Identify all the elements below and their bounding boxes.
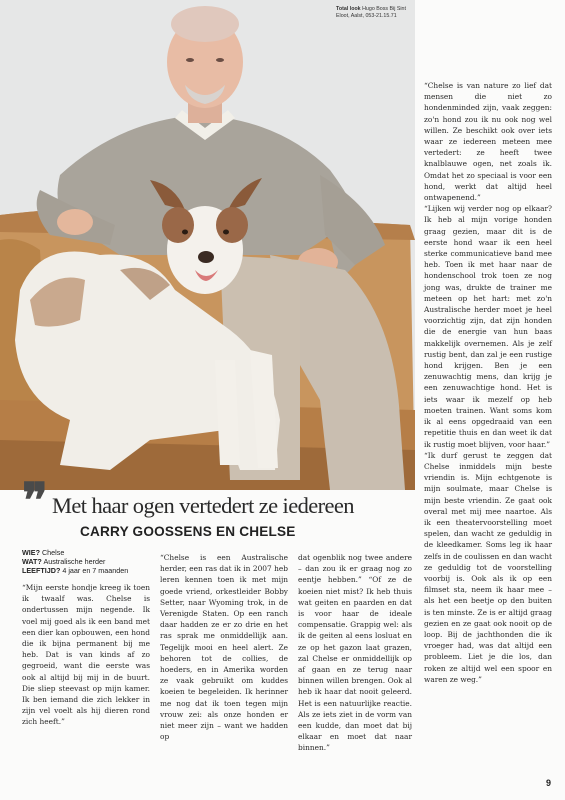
article-headline: Met haar ogen vertedert ze iedereen — [52, 493, 354, 518]
right-column — [424, 80, 552, 685]
photo-credit — [336, 6, 416, 20]
column-1: “Mijn eerste hondje kreeg ik toen ik twaalf was. Chelse is ondertussen mijn negende. Ik voel mij goed als ik een band met een dier kan opbouwen, een hond die ik bijna permanent bij me heb. Dat is van kinds af zo gegroeid, want die eerste was ook al altijd bij mij in de buurt. Die sliep steevast op mijn kamer. Ik ben iemand die zich lekker in zijn vel voelt als hij dieren rond zich heeft.” — [22, 583, 150, 727]
info-wat: WAT? Australische herder — [22, 557, 106, 567]
column-3: dat ogenblik nog twee andere – dan zou ik er graag nog zo eentje hebben.” “Of ze de koeien niet mist? Ik heb thuis wat geiten en paarden en dat is voor haar de ideale compensatie. Grappig wel: als ik de geiten al eens losluat en ze op het gazon laat grazen, zal Chelse er onmiddellijk op af gaan en ze terug naar binnen willen brengen. Ook al heb ik haar dat nooit geleerd. Het is een natuurlijke reactie. Als ze iets ziet in de vorm van een kudde, dan moet dat bij elkaar en moet dat naar binnen.” — [298, 553, 412, 753]
info-wie: WIE? Chelse — [22, 548, 65, 557]
info-leeftijd: LEEFTIJD? 4 jaar en 7 maanden — [22, 566, 129, 576]
photo-illustration — [0, 0, 415, 490]
right-paragraph-2: “Lijken wij verder nog op elkaar? Ik heb al mijn vorige honden graag gezien, maar dit is de eerste hond waar ik een heel sterke communicatieve band mee heb. Toen ik met haar naar de hondenschool trok toen ze nog jong was, drukte de trainer me meteen op het hart: met zo'n Australische herder moet je heel voorzichtig zijn, dat zijn honden die de energie van hun baas makkelijk overnemen. Als je zelf rustig bent, dan zal je een rustige hond krijgen. Ben je een zenuwachtig mens, dan krijg je een zenuwachtige hond. Het is iets waar ik mezelf op heb moeten trainen. Want soms kom ik al eens opgedraaid van een repetitie thuis en dan weet ik dat ik rustig moet blijven, voor haar.” — [424, 204, 552, 449]
credit-label: Total look — [336, 6, 361, 12]
right-paragraph-3: “Ik durf gerust te zeggen dat Chelse inmiddels mijn beste vriendin is. Mijn echtgenote is mijn soulmate, maar Chelse is mijn beste vriendin. Ze gaat ook overal met mij mee naartoe. Als ik een theatervoorstelling moet spelen, dan wacht ze geduldig in de kleedkamer. Soms leg ik haar zelfs in de coulissen en dan wacht ze geduldig tot de voorstelling voorbij is. Ook als ik op een filmset sta, neem ik haar mee – als het een beetje op den buiten is ten minste. Ze is er altijd graag gezien en ze gaat ook nooit op de loop. Bij de jachthonden die ik vroeger had, was dat altijd een probleem. Liet je die los, dan roken ze altijd wel een spoor en waren ze weg.” — [424, 450, 552, 684]
right-paragraph-1: “Chelse is van nature zo lief dat mensen die niet zo hondenminded zijn, vaak zeggen: zo'n hond zou ik nu ook nog wel willen. Ze beschikt ook over iets waar ze iedereen meteen mee vertedert: ze heeft twee knalblauwe ogen, net zoals ik. Omdat het zo speciaal is voor een hond, werkt dat altijd heel ontwapenend.” — [424, 81, 552, 203]
portrait-photo — [0, 0, 415, 490]
credit-text: Hugo Boss Bij Sint Eloot, Aalst, 053-21.15.71 — [336, 6, 406, 19]
page-number: 9 — [546, 778, 552, 788]
column-2: “Chelse is een Australische herder, een ras dat ik in 2007 heb leren kennen toen ik met mijn goede vriend, orkestleider Bobby Setter, naar Wyoming trok, in de Verenigde Staten. Op een ranch daar hadden ze er zo drie en het ras sprak me onmiddellijk aan. Tegelijk mooi en heel alert. Ze behoren tot de collies, de hoeders, en in Amerika worden ze vaak gebruikt om kuddes koeien te begeleiden. Ik herinner me nog dat ik toen tegen mijn vrouw zei: als onze honden er niet meer zijn – want we hadden op — [160, 553, 288, 742]
info-box — [22, 548, 168, 576]
article-byline: CARRY GOOSSENS EN CHELSE — [80, 524, 296, 539]
opening-quote-icon: ❞ — [22, 473, 48, 529]
